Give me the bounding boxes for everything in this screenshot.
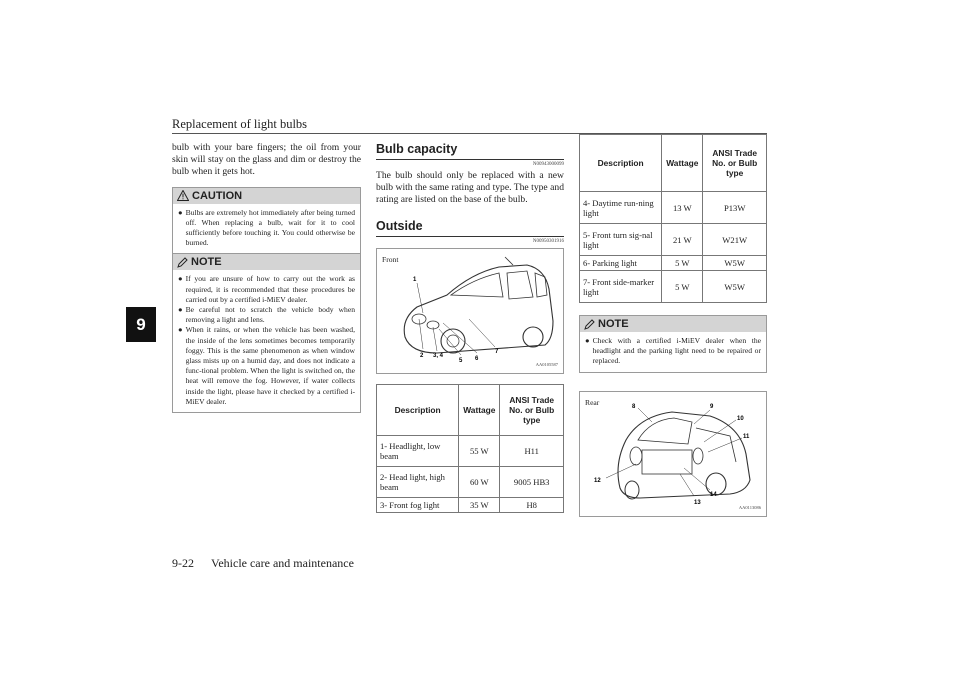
note-pencil-icon [584,319,595,330]
bulb-capacity-title: Bulb capacity [376,142,564,160]
table-header-cell: Wattage [662,135,703,192]
outside-title: Outside [376,219,564,237]
rear-figure-code: AA0113086 [738,504,761,510]
bulb-table-2 [579,134,767,303]
table-cell-type: W5W [703,256,767,271]
note-item: ● If you are unsure of how to carry out the work as required, it is recommended that these procedures be carried out by a certified i-MiEV dealer. [178,274,355,304]
table-header-cell: Description [580,135,662,192]
front-callout: 6 [475,355,479,362]
table-header-cell: ANSI Trade No. or Bulb type [500,384,564,435]
column-1 [172,142,361,413]
table-row [377,497,564,512]
page-number: 9-22 [172,556,194,570]
bullet-icon: ● [178,207,183,217]
table-header-cell: Wattage [459,384,500,435]
front-callout: 7 [495,348,499,355]
table-cell-watt: 35 W [459,497,500,512]
page-header-title: Replacement of light bulbs [172,117,308,131]
table-cell-desc: 3- Front fog light [377,497,459,512]
note-pencil-icon [177,257,188,268]
table-header-row [580,135,767,192]
table-row [580,271,767,303]
note-body [580,332,766,372]
note-item: ● When it rains, or when the vehicle has been washed, the inside of the lens sometimes becomes temporarily foggy. This is the same phenomenon as when window glass mists up on a humid day, and does not indicate a func-tional problem. When the light is switched on, the heat will remove the fog. However, if water collects inside the light, please have it checked by a certified i-MiEV dealer. [178,325,355,406]
note-item: ● Check with a certified i-MiEV dealer when the headlight and the parking light need to be repaired or replaced. [585,336,761,366]
note-body [173,270,360,412]
footer-section-title: Vehicle care and maintenance [211,556,354,570]
table-cell-type: W21W [703,224,767,256]
front-figure-code: AA0105587 [535,361,558,367]
outside-code: N00950301916 [532,238,564,244]
table-row [580,192,767,224]
table-cell-desc: 6- Parking light [580,256,662,271]
caution-title: CAUTION [192,189,243,202]
bullet-icon: ● [178,325,183,335]
intro-text: bulb with your bare fingers; the oil from your skin will stay on the glass and dim or destroy the bulb when it gets hot. [172,142,361,178]
note-item: ● Be careful not to scratch the vehicle body when removing a light and lens. [178,305,355,325]
rear-callout: 8 [632,403,636,410]
table-row [377,466,564,497]
table-cell-desc: 1- Headlight, low beam [377,435,459,466]
table-row [377,435,564,466]
warning-triangle-icon [177,190,189,201]
table-header-cell: ANSI Trade No. or Bulb type [703,135,767,192]
table-cell-type: H11 [500,435,564,466]
table-row [580,224,767,256]
table-cell-watt: 13 W [662,192,703,224]
rear-callout: 11 [743,433,750,440]
front-car-figure [376,248,564,374]
table-cell-watt: 5 W [662,256,703,271]
note-title: NOTE [191,256,222,269]
front-callout: 1 [413,276,417,283]
table-cell-desc: 7- Front side-marker light [580,271,662,303]
table-cell-desc: 5- Front turn sig-nal light [580,224,662,256]
table-header-cell: Description [377,384,459,435]
table-cell-desc: 2- Head light, high beam [377,466,459,497]
column-2 [376,142,564,513]
column-3 [579,134,767,517]
front-figure-label: Front [382,254,399,264]
caution-body [173,204,360,254]
rear-figure-label: Rear [585,397,600,407]
bullet-icon: ● [178,274,183,284]
chapter-tab: 9 [126,307,156,342]
note-header [580,316,766,332]
caution-box [172,187,361,255]
table-cell-watt: 60 W [459,466,500,497]
caution-item: ● Bulbs are extremely hot immediately after being turned off. When replacing a bulb, wait for it to cool sufficiently before touching it. You could otherwise be burned. [178,207,355,248]
bulb-capacity-text: The bulb should only be replaced with a new bulb with the same rating and type. The type and rating are listed on the base of the bulb. [376,170,564,206]
front-callout: 3, 4 [433,352,444,359]
note-box [172,254,361,413]
note-title: NOTE [598,318,629,330]
rear-car-figure [579,391,767,517]
table-cell-type: H8 [500,497,564,512]
rear-callout: 13 [694,499,701,506]
table-cell-desc: 4- Daytime run-ning light [580,192,662,224]
rear-callout: 14 [710,491,717,498]
front-callout: 5 [459,357,463,364]
table-cell-watt: 55 W [459,435,500,466]
rear-callout: 9 [710,403,714,410]
note-header [173,254,360,270]
table-cell-type: 9005 HB3 [500,466,564,497]
table-cell-type: P13W [703,192,767,224]
table-cell-type: W5W [703,271,767,303]
bullet-icon: ● [585,336,590,345]
bulb-table-1 [376,384,564,513]
bullet-icon: ● [178,305,183,315]
table-header-row [377,384,564,435]
rear-callout: 12 [594,477,601,484]
caution-header [173,188,360,204]
bulb-capacity-code: N00943000099 [532,162,564,167]
rear-car-illustration [580,392,766,516]
table-cell-watt: 21 W [662,224,703,256]
front-callout: 2 [420,352,424,359]
rear-callout: 10 [737,415,744,422]
table-row [580,256,767,271]
note-box-2 [579,315,767,373]
front-car-illustration [377,249,563,373]
page-footer [172,556,354,571]
table-cell-watt: 5 W [662,271,703,303]
